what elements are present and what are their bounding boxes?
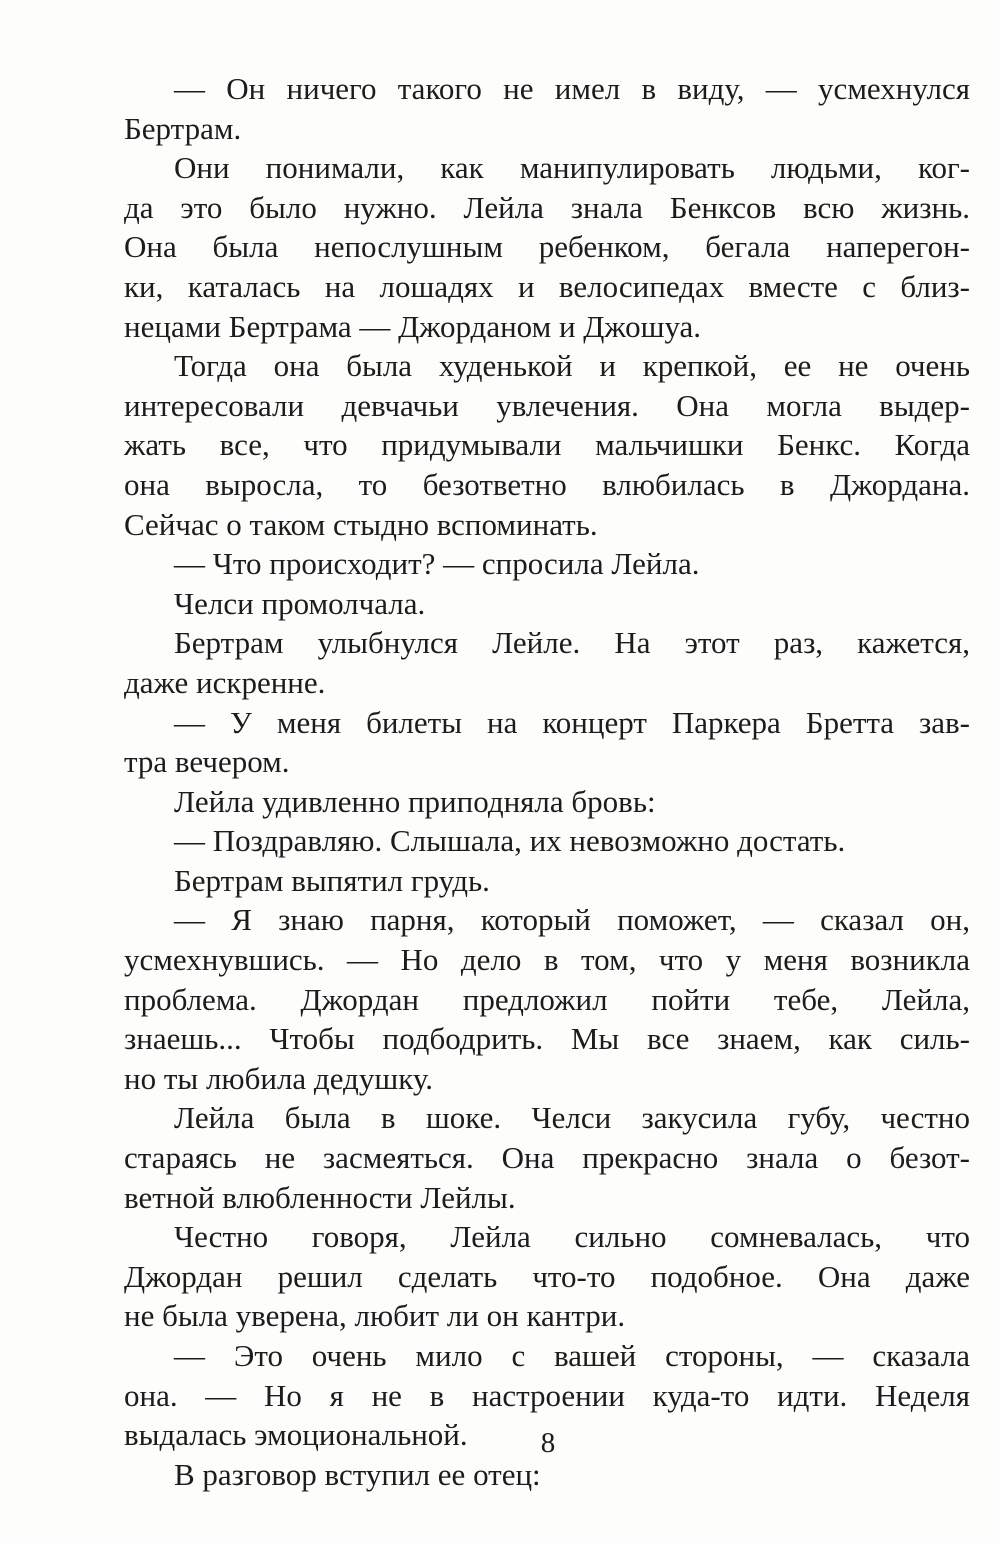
paragraph-line: жать все, что придумывали мальчишки Бенкс. Когда	[124, 427, 970, 463]
paragraph-first-line: — Что происходит? — спросила Лейла.	[174, 546, 700, 582]
paragraph-line: Бертрам.	[124, 110, 242, 146]
paragraph-line: Она была непослушным ребенком, бегала наперегон-	[124, 229, 970, 265]
paragraph-line: знаешь... Чтобы подбодрить. Мы все знаем, как силь-	[124, 1021, 970, 1057]
paragraph-line: интересовали девчачьи увлечения. Она могла выдер-	[124, 387, 970, 423]
paragraph-line: усмехнувшись. — Но дело в том, что у меня возникла	[124, 942, 970, 978]
paragraph-line: ки, каталась на лошадях и велосипедах вместе с близ-	[124, 268, 970, 304]
paragraph-line: выдалась эмоциональной.	[124, 1417, 468, 1453]
paragraph-line: стараясь не засмеяться. Она прекрасно знала о безот-	[124, 1140, 970, 1176]
paragraph-line: ветной влюбленности Лейлы.	[124, 1179, 516, 1215]
paragraph-first-line: — Он ничего такого не имел в виду, — усмехнулся	[174, 71, 970, 106]
paragraph-line: проблема. Джордан предложил пойти тебе, Лейла,	[124, 981, 970, 1017]
paragraph-line: нецами Бертрама — Джорданом и Джошуа.	[124, 308, 702, 344]
paragraph-first-line: Честно говоря, Лейла сильно сомневалась, что	[174, 1219, 970, 1255]
paragraph-first-line: — Я знаю парня, который поможет, — сказал он,	[174, 902, 970, 938]
body-text	[124, 69, 970, 1494]
paragraph-line: Джордан решил сделать что-то подобное. Она даже	[124, 1258, 970, 1294]
paragraph-line: не была уверена, любит ли он кантри.	[124, 1298, 626, 1334]
paragraph-line: тра вечером.	[124, 744, 290, 780]
paragraph-line: Сейчас о таком стыдно вспоминать.	[124, 506, 598, 542]
paragraph-first-line: — Это очень мило с вашей стороны, — сказала	[174, 1338, 970, 1373]
paragraph-first-line: Тогда она была худенькой и крепкой, ее не очень	[174, 348, 970, 384]
paragraph-first-line: Бертрам улыбнулся Лейле. На этот раз, кажется,	[174, 625, 970, 661]
paragraph-line: но ты любила дедушку.	[124, 1060, 433, 1096]
paragraph-first-line: Челси промолчала.	[174, 585, 426, 621]
paragraph-first-line: — Поздравляю. Слышала, их невозможно достать.	[174, 823, 846, 859]
paragraph-first-line: В разговор вступил ее отец:	[174, 1456, 541, 1492]
paragraph-first-line: — У меня билеты на концерт Паркера Бретта зав-	[174, 704, 970, 740]
page-number: 8	[540, 1427, 556, 1459]
paragraph-first-line: Лейла была в шоке. Челси закусила губу, честно	[174, 1100, 970, 1136]
paragraph-first-line: Они понимали, как манипулировать людьми, ког-	[174, 150, 970, 186]
paragraph-line: даже искренне.	[124, 664, 326, 700]
paragraph-first-line: Лейла удивленно приподняла бровь:	[174, 783, 656, 819]
paragraph-first-line: Бертрам выпятил грудь.	[174, 862, 490, 898]
paragraph-line: она выросла, то безответно влюбилась в Джордана.	[124, 466, 970, 502]
paragraph-line: да это было нужно. Лейла знала Бенксов всю жизнь.	[124, 189, 970, 225]
paragraph-line: она. — Но я не в настроении куда-то идти. Неделя	[124, 1377, 970, 1413]
